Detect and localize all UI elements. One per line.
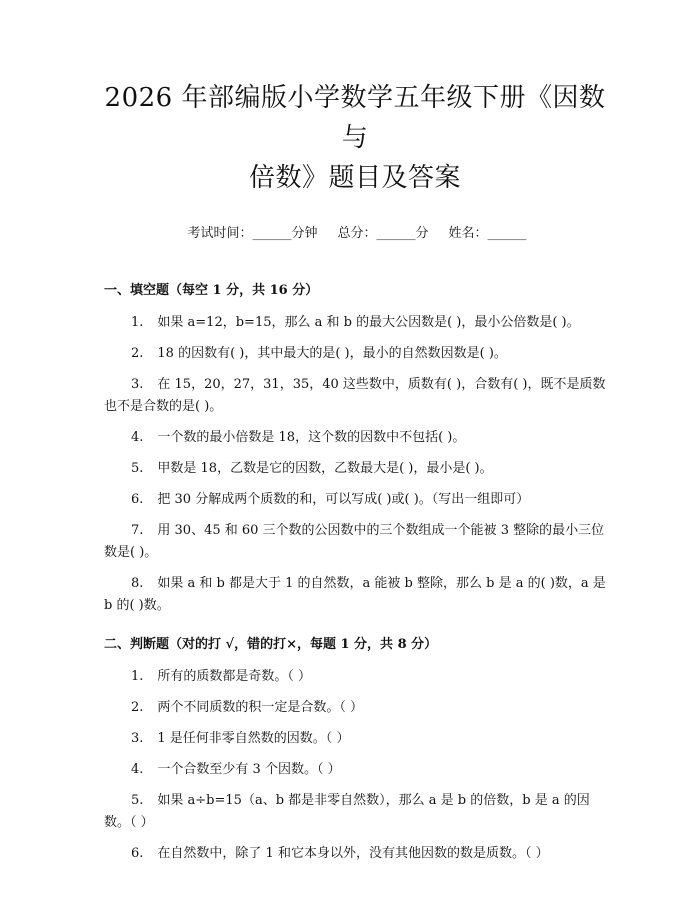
question-text: 两个不同质数的积一定是合数。（ ） bbox=[157, 700, 364, 715]
question-number: 4. bbox=[131, 762, 144, 777]
question-text: 一个数的最小倍数是 18，这个数的因数中不包括( )。 bbox=[157, 430, 466, 445]
question-number: 4. bbox=[131, 430, 144, 445]
question-number: 8. bbox=[131, 576, 144, 591]
question-item bbox=[104, 697, 610, 719]
question-item bbox=[104, 573, 610, 617]
question-item bbox=[104, 374, 610, 418]
question-text: 1 是任何非零自然数的因数。（ ） bbox=[157, 731, 350, 746]
title-line-1: 2026 年部编版小学数学五年级下册《因数与 bbox=[104, 83, 606, 153]
document-title bbox=[100, 78, 610, 198]
question-number: 1. bbox=[131, 669, 144, 684]
fill-in-question-list bbox=[104, 312, 610, 617]
question-item bbox=[104, 520, 610, 564]
question-item bbox=[104, 489, 610, 511]
question-number: 6. bbox=[131, 492, 144, 507]
question-number: 1. bbox=[131, 315, 144, 330]
exam-info bbox=[104, 222, 610, 241]
exam-time: 考试时间：______分钟 bbox=[187, 226, 318, 241]
student-name: 姓名：______ bbox=[448, 226, 527, 241]
question-number: 5. bbox=[131, 793, 144, 808]
question-number: 6. bbox=[131, 846, 144, 861]
question-text: 如果 a=12，b=15，那么 a 和 b 的最大公因数是( )，最小公倍数是( )。 bbox=[157, 315, 580, 330]
question-text: 所有的质数都是奇数。（ ） bbox=[157, 669, 312, 684]
question-text: 如果 a÷b=15（a、b 都是非零自然数），那么 a 是 b 的倍数，b 是 a 的因数。（ ） bbox=[104, 793, 590, 830]
question-text: 一个合数至少有 3 个因数。（ ） bbox=[157, 762, 341, 777]
question-text: 把 30 分解成两个质数的和，可以写成( )或( )。（写出一组即可） bbox=[157, 492, 530, 507]
question-item bbox=[104, 458, 610, 480]
question-item bbox=[104, 843, 610, 865]
section-heading-fill-in: 一、填空题（每空 1 分，共 16 分） bbox=[104, 283, 319, 298]
question-item bbox=[104, 728, 610, 750]
question-item bbox=[104, 427, 610, 449]
question-number: 2. bbox=[131, 700, 144, 715]
total-score: 总分：______分 bbox=[337, 226, 429, 241]
question-text: 用 30、45 和 60 三个数的公因数中的三个数组成一个能被 3 整除的最小三位数是( )。 bbox=[104, 523, 605, 560]
title-line-2: 倍数》题目及答案 bbox=[248, 163, 461, 193]
question-item bbox=[104, 312, 610, 334]
question-text: 18 的因数有( )，其中最大的是( )，最小的自然数因数是( )。 bbox=[157, 346, 507, 361]
question-number: 7. bbox=[131, 523, 144, 538]
question-text: 如果 a 和 b 都是大于 1 的自然数，a 能被 b 整除，那么 b 是 a 的( )数，a 是 b 的( )数。 bbox=[104, 576, 606, 613]
question-text: 甲数是 18，乙数是它的因数，乙数最大是( )，最小是( )。 bbox=[157, 461, 493, 476]
question-text: 在 15，20，27，31，35，40 这些数中，质数有( )，合数有( )，既不是质数也不是合数的是( )。 bbox=[104, 377, 606, 414]
question-text: 在自然数中，除了 1 和它本身以外，没有其他因数的数是质数。（ ） bbox=[157, 846, 549, 861]
question-item bbox=[104, 343, 610, 365]
question-number: 3. bbox=[131, 377, 144, 392]
section-heading-true-false: 二、判断题（对的打 √，错的打×，每题 1 分，共 8 分） bbox=[104, 637, 438, 652]
question-item bbox=[104, 790, 610, 834]
true-false-question-list bbox=[104, 666, 610, 865]
question-number: 2. bbox=[131, 346, 144, 361]
question-number: 5. bbox=[131, 461, 144, 476]
question-item bbox=[104, 759, 610, 781]
question-item bbox=[104, 666, 610, 688]
question-number: 3. bbox=[131, 731, 144, 746]
